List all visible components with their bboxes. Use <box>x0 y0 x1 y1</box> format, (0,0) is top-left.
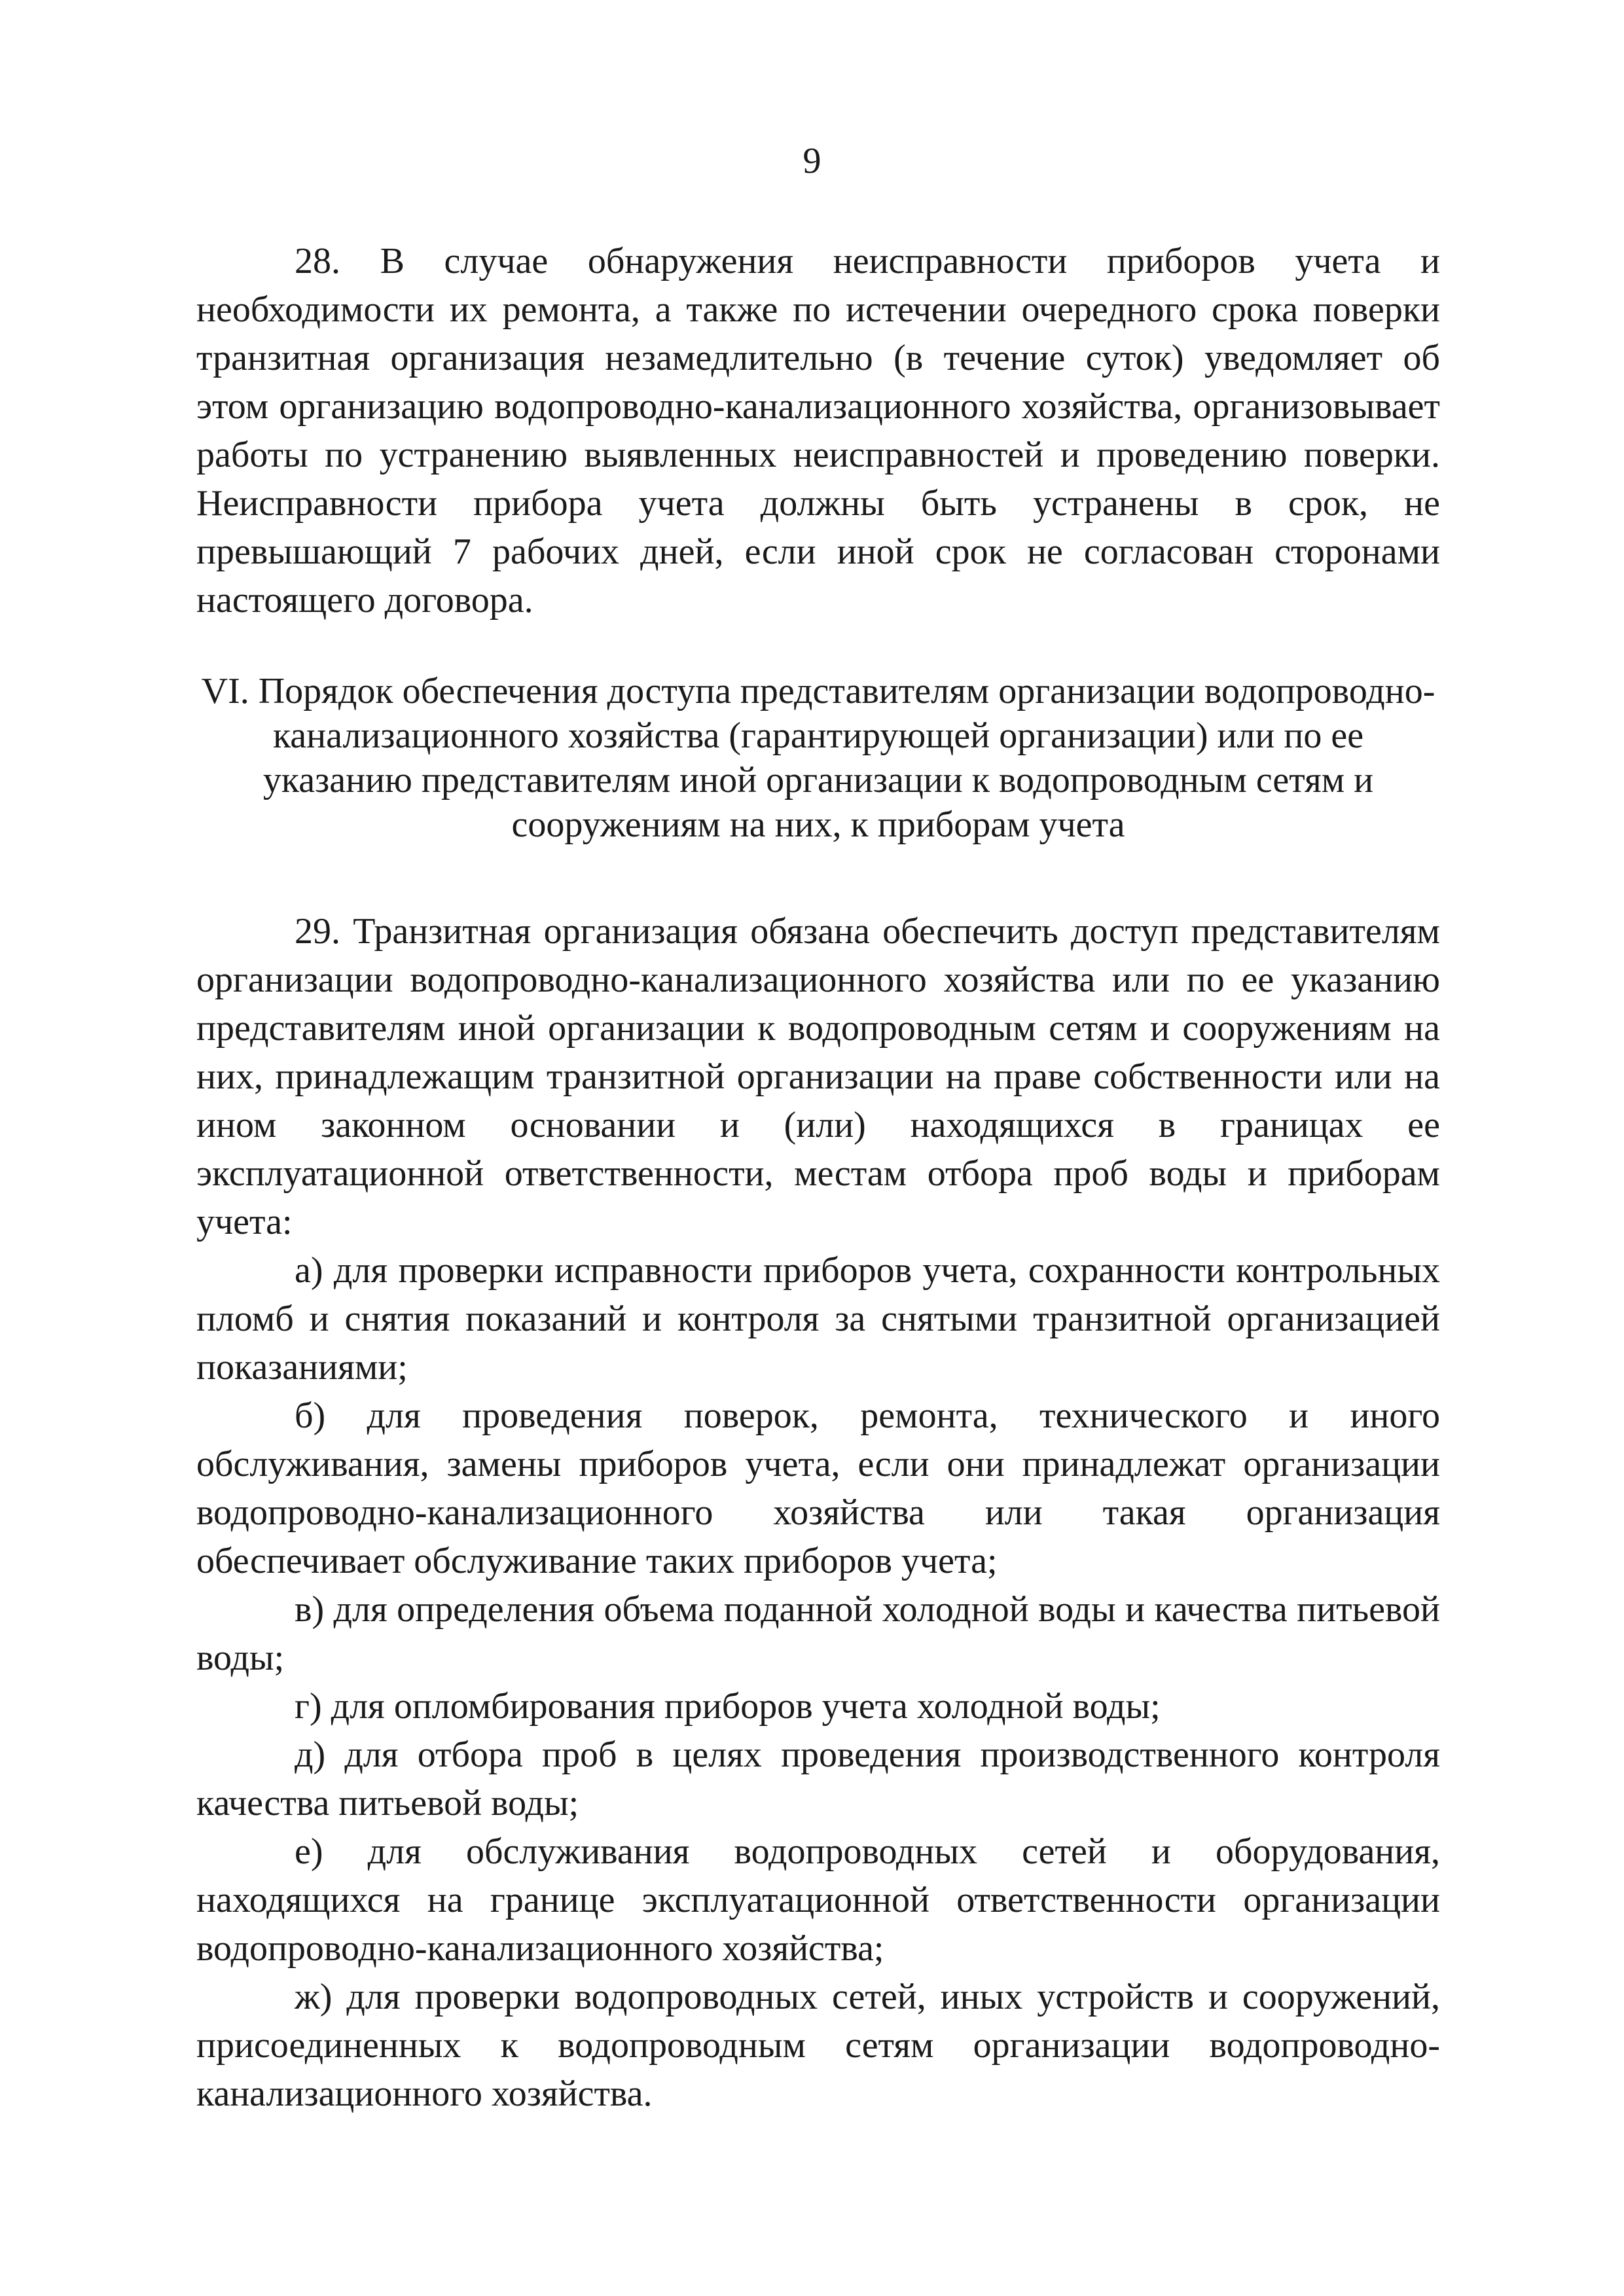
list-item-v: в) для определения объема поданной холодной воды и качества питьевой воды; <box>196 1589 1440 1678</box>
list-item-g: г) для опломбирования приборов учета холодной воды; <box>295 1686 1161 1727</box>
list-item-zh: ж) для проверки водопроводных сетей, иных устройств и сооружений, присоединенных к водопроводным сетям организации водопроводно-канализационного хозяйства. <box>196 1977 1440 2114</box>
list-item-a: а) для проверки исправности приборов учета, сохранности контрольных пломб и снятия показаний и контроля за снятыми транзитной организацией показаниями; <box>196 1250 1440 1388</box>
paragraph-28: 28. В случае обнаружения неисправности приборов учета и необходимости их ремонта, а также по истечении очередного срока поверки транзитная организация незамедлительно (в течение суток) уведомляет об этом организацию водопроводно-канализационного хозяйства, организовывает работы по устранению выявленных неисправностей и проведению поверки. Неисправности прибора учета должны быть устранены в срок, не превышающий 7 рабочих дней, если иной срок не согласован сторонами настоящего договора. <box>196 241 1440 620</box>
paragraph-29: 29. Транзитная организация обязана обеспечить доступ представителям организации водопроводно-канализационного хозяйства или по ее указанию представителям иной организации к водопроводным сетям и сооружениям на них, принадлежащим транзитной организации на праве собственности или на ином законном основании и (или) находящихся в границах ее эксплуатационной ответственности, местам отбора проб воды и приборам учета: <box>196 911 1440 1242</box>
section-title: VI. Порядок обеспечения доступа представителям организации водопроводно-канализационного хозяйства (гарантирующей организации) или по ее указанию представителям иной организации к водопроводным сетям и сооружениям на них, к приборам учета <box>201 671 1435 845</box>
list-item-d: д) для отбора проб в целях проведения производственного контроля качества питьевой воды; <box>196 1734 1440 1823</box>
list-item-b: б) для проведения поверок, ремонта, технического и иного обслуживания, замены приборов учета, если они принадлежат организации водопроводно-канализационного хозяйства или такая организация обеспечивает обслуживание таких приборов учета; <box>196 1395 1440 1581</box>
list-item-e: е) для обслуживания водопроводных сетей и оборудования, находящихся на границе эксплуатационной ответственности организации водопроводно-канализационного хозяйства; <box>196 1831 1440 1969</box>
page-content <box>196 237 1440 2118</box>
page-number: 9 <box>803 141 821 181</box>
